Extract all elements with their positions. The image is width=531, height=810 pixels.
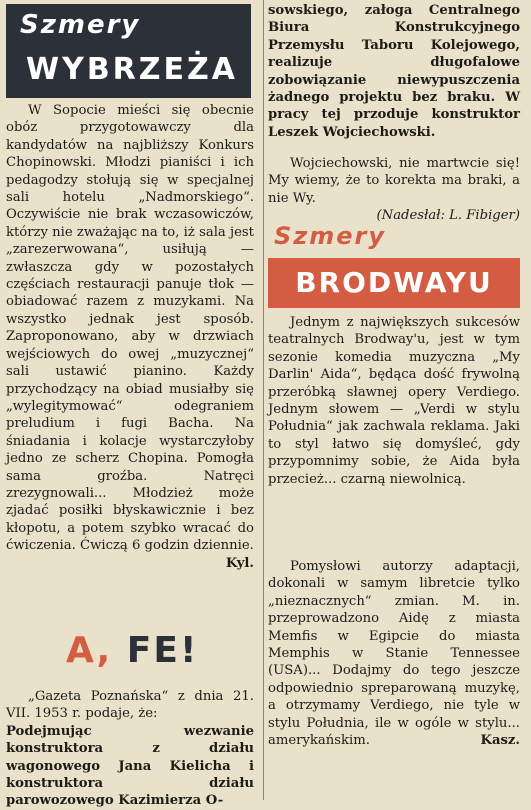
article-gazeta-left — [6, 688, 254, 810]
header-wybrzeza-label: WYBRZEŻA — [26, 52, 238, 87]
article-gazeta-intro: „Gazeta Poznańska“ z dnia 21. VII. 1953 r. podaje, że: — [6, 689, 254, 722]
article-gazeta-quote-left: Podejmując wezwanie konstruktora z działu wagonowego Jana Kielicha i konstruktora działu parowozowego Kazimierza O- — [6, 723, 254, 809]
header-szmery-label: Szmery — [20, 10, 141, 40]
article-brodway-text-2: Pomysłowi autorzy adaptacji, dokonali w samym libretcie tylko „nieznacznych“ zmian. M. in. przeprowadzono Aidę z miasta Memfis w Egipcie do miasta Memphis w Stanie Tennessee (USA)... Dodajmy do tego jeszcze odpowiednio spreparowaną muzykę, a otrzymamy Verdiego, nie tyle w stylu Południa, ile w ogóle w stylu... amerykańskim. Kasz. — [268, 559, 520, 749]
article-gazeta-quote-right: sowskiego, załoga Centralnego Biura Konstrukcyjnego Przemysłu Taboru Kolejowego, realizuje długofalowe zobowiązanie niewypuszczenia żadnego projektu bez braku. W pracy tej przoduje konstruktor Leszek Wojciechowski. — [268, 3, 520, 140]
article-gazeta-right — [268, 2, 520, 141]
article-brodway-p2 — [268, 558, 520, 749]
header-fe: FE! — [126, 630, 199, 671]
header-szmery-wybrzeza — [6, 4, 251, 98]
header-brodwayu: BRODWAYU — [268, 258, 520, 308]
article-gazeta-comment — [268, 155, 520, 225]
article-sopot-author: Kyl. — [225, 555, 254, 571]
article-brodway-author: Kasz. — [480, 733, 520, 749]
article-sopot — [6, 102, 254, 572]
article-gazeta-signature: (Nadesłał: L. Fibiger) — [376, 208, 520, 224]
article-brodway-p1 — [268, 314, 520, 488]
header-szmery-2: Szmery — [274, 222, 387, 250]
article-brodway-text-1: Jednym z największych sukcesów teatralnych Brodway'u, jest w tym sezonie komedia muzyczna „My Darlin' Aida“, będąca dość frywolną przeróbką sławnej opery Verdiego. Jednym słowem — „Verdi w stylu Południa“ jak zachwala reklama. Jaki to styl łatwo się domyśleć, gdy przypomnimy sobie, że Aida była przecież... czarną niewolnicą. — [268, 315, 520, 487]
column-divider — [263, 0, 264, 800]
article-gazeta-comment-text: Wojciechowski, nie martwcie się! My wiemy, że to korekta ma braki, a nie Wy. — [268, 156, 520, 206]
header-a: A, — [66, 630, 113, 671]
header-a-fe — [66, 630, 198, 671]
article-sopot-text: W Sopocie mieści się obecnie obóz przygotowawczy dla kandydatów na najbliższy Konkurs Chopinowski. Młodzi pianiści i ich pedagodzy stołują się w specjalnej sali hotelu „Nadmorskiego“. Oczywiście nie brak wczasowiczów, którzy nie zważając na to, iż sala jest „zarezerwowana“, usiłują — zwłaszcza gdy w pozostałych częściach restauracji panuje tłok — obiadować razem z muzykami. Na wszystko jednak jest sposób. Zaproponowano, aby w drzwiach wejściowych do owej „muzycznej“ sali ustawić pianino. Każdy przychodzący na obiad musiałby się „wylegitymować“ odegraniem preludium i fugi Bacha. Na śniadania i kolacje wystarczyłoby jedno ze scherz Chopina. Pomogła sama groźba. Natręci zrezygnowali... Młodzież może zjadać posiłki błyskawicznie i bez kłopotu, a potem szybko wracać do ćwiczenia. Ćwiczą 6 godzin dziennie. Kyl. — [6, 103, 254, 571]
